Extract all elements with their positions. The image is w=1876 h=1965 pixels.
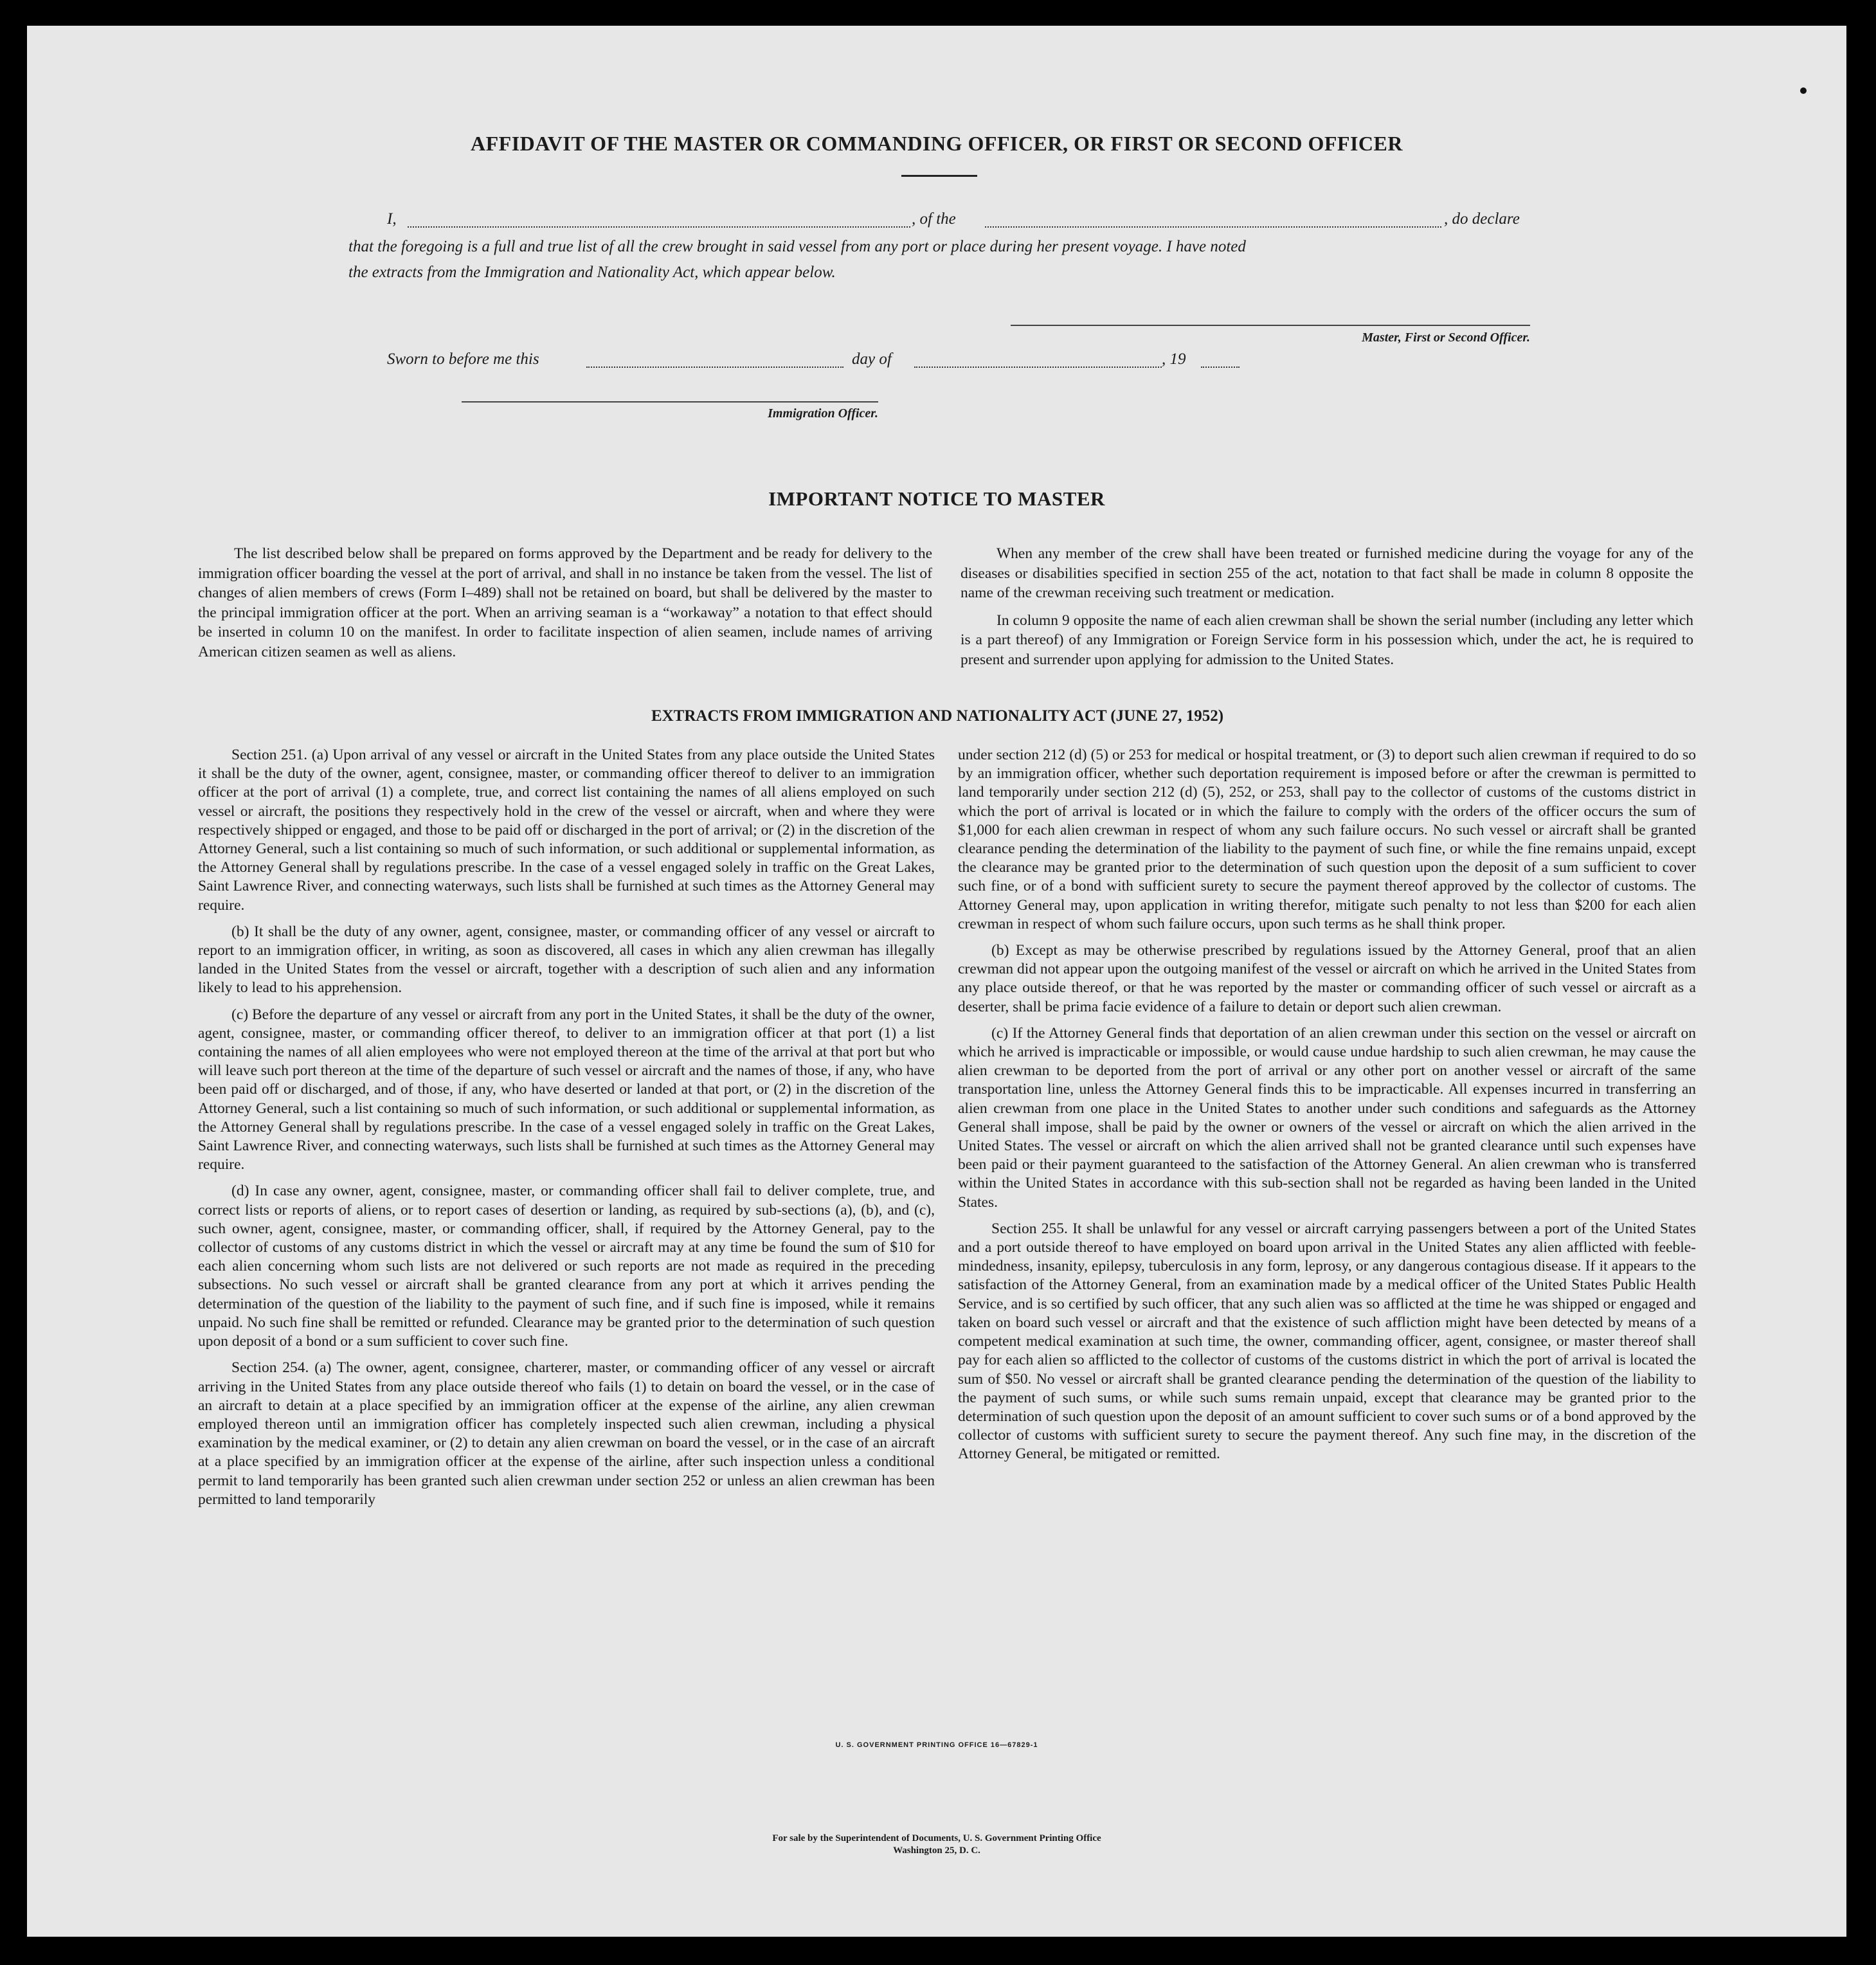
- declare-end-label: , do declare: [1444, 210, 1520, 228]
- section-251-b: (b) It shall be the duty of any owner, agent, consignee, master, or commanding officer of any vessel or aircraft to report to an immigration officer, in writing, as soon as discovered, all cases in which any alien crewman has illegally landed in the United States from the vessel or aircraft, together with a description of such alien and any information likely to lead to his apprehension.: [198, 923, 935, 997]
- title-rule: [901, 175, 977, 177]
- notice-left-column: [198, 544, 932, 662]
- section-254-b: (b) Except as may be otherwise prescribed by regulations issued by the Attorney General, proof that an alien crewman did not appear upon the outgoing manifest of the vessel or aircraft on which he arrived in the United States from any place outside thereof, or that he was reported by the master or commanding officer of such vessel or aircraft as a deserter, shall be prima facie evidence of a failure to detain or deport such alien crewman.: [958, 942, 1696, 1015]
- form-sheet: [27, 26, 1846, 1937]
- sworn-label: Sworn to before me this: [387, 350, 539, 368]
- officer-signature-label: Immigration Officer.: [768, 406, 878, 421]
- master-signature-line[interactable]: [1011, 325, 1530, 326]
- sale-line-2: Washington 25, D. C.: [893, 1845, 980, 1856]
- day-of-label: day of: [852, 350, 892, 368]
- master-signature-label: Master, First or Second Officer.: [1362, 331, 1530, 345]
- affidavit-title: AFFIDAVIT OF THE MASTER OR COMMANDING OFFICER, OR FIRST OR SECOND OFFICER: [471, 132, 1403, 155]
- section-251-c: (c) Before the departure of any vessel or aircraft from any port in the United States, it shall be the duty of the owner, agent, consignee, master, or commanding officer thereof, to deliver to an immigration officer at that port (1) a list containing the names of all alien employees who were not employed thereon at the time of the arrival at that port but who will leave such port thereon at the time of the departure of such vessel or aircraft and the names of those, if any, who have been paid off or discharged, and of those, if any, who have deserted or landed at that port, or (2) in the discretion of the Attorney General, such a list containing so much of such information, or such additional or supplemental information, as the Attorney General shall by regulations prescribe. In the case of a vessel engaged solely in traffic on the Great Lakes, Saint Lawrence River, and connecting waterways, such lists shall be furnished at such times as the Attorney General may require.: [198, 1006, 935, 1173]
- sworn-month-line[interactable]: [914, 367, 1162, 368]
- vessel-name-line[interactable]: [985, 226, 1441, 228]
- printing-office-line: U. S. GOVERNMENT PRINTING OFFICE 16—67829-1: [835, 1741, 1038, 1749]
- notice-left-paragraph: The list described below shall be prepared on forms approved by the Department and be ready for delivery to the immigration officer boarding the vessel at the port of arrival, and shall in no instance be taken from the vessel. The list of changes of alien members of crews (Form I–489) shall not be retained on board, but shall be delivered by the master to the principal immigration officer at the port. When an arriving seaman is a “workaway” a notation to that effect should be inserted in column 10 on the manifest. In order to facilitate inspection of alien seamen, include names of arriving American citizen seamen as well as aliens.: [198, 545, 932, 660]
- section-254-a-continued: under section 212 (d) (5) or 253 for medical or hospital treatment, or (3) to deport such alien crewman if required to do so by an immigration officer, whether such deportation requirement is imposed before or after the crewman is permitted to land temporarily under section 212 (d) (5), 252, or 253, shall pay to the collector of customs of the customs district in which the port of arrival is located or in which the failure to comply with the orders of the officer occurs the sum of $1,000 for each alien crewman in respect of whom any such failure occurs. No such vessel or aircraft shall be granted clearance pending the determination of the liability to the payment of such fine, or while the fine remains unpaid, except the clearance may be granted prior to the determination of such question upon the deposit of a sum sufficient to cover such fine, or of a bond with sufficient surety to secure the payment thereof approved by the collector of customs. The Attorney General may, upon application in writing therefor, mitigate such penalty to not less than $200 for each alien crewman in respect of whom such failure occurs, upon such terms as he shall think proper.: [958, 747, 1696, 932]
- officer-signature-line[interactable]: [462, 401, 878, 403]
- sale-notice: [220, 1833, 1654, 1857]
- notice-title: IMPORTANT NOTICE TO MASTER: [768, 487, 1105, 510]
- section-251-a: Section 251. (a) Upon arrival of any vessel or aircraft in the United States from any place outside the United States it shall be the duty of the owner, agent, consignee, master, or commanding officer thereof to deliver to an immigration officer at the port of arrival (1) a complete, true, and correct list containing the names of all aliens employed on such vessel or aircraft, the positions they respectively hold in the crew of the vessel or aircraft, when and where they were respectively shipped or engaged, and those to be paid off or discharged in the port of arrival; or (2) in the discretion of the Attorney General, such a list containing so much of such information, or such additional or supplemental information, as the Attorney General shall by regulations prescribe. In the case of a vessel engaged solely in traffic on the Great Lakes, Saint Lawrence River, and connecting waterways, such lists shall be furnished at such times as the Attorney General may require.: [198, 747, 935, 914]
- declare-i-label: I,: [387, 210, 397, 228]
- extracts-title: EXTRACTS FROM IMMIGRATION AND NATIONALITY ACT (JUNE 27, 1952): [651, 707, 1224, 725]
- section-255: Section 255. It shall be unlawful for any vessel or aircraft carrying passengers between a port of the United States and a port outside thereof to have employed on board upon arrival in the United States any alien afflicted with feeble-mindedness, insanity, epilepsy, tuberculosis in any form, leprosy, or any dangerous contagious disease. If it appears to the satisfaction of the Attorney General, from an examination made by a medical officer of the United States Public Health Service, and is so certified by such officer, that any such alien was so afflicted at the time he was shipped or engaged and taken on board such vessel or aircraft and that the existence of such affliction might have been detected by means of a competent medical examination at such time, the owner, commanding officer, agent, consignee, or master thereof shall pay for each alien so afflicted to the collector of customs of the customs district in which the port of arrival is located the sum of $50. No vessel or aircraft shall be granted clearance pending the determination of the question of the liability to the payment of such sums, or while such sums remain unpaid, except that clearance may be granted prior to the determination of such question upon the deposit of an amount sufficient to cover such sums or of a bond approved by the collector of customs with sufficient surety to secure the payment thereof. Any such fine may, in the discretion of the Attorney General, be mitigated or remitted.: [958, 1220, 1696, 1463]
- notice-right-paragraph-2: In column 9 opposite the name of each alien crewman shall be shown the serial number (including any letter which is a part thereof) of any Immigration or Foreign Service form in his possession which, under the act, he is required to present and surrender upon applying for admission to the United States.: [961, 611, 1693, 668]
- sale-line-1: For sale by the Superintendent of Documents, U. S. Government Printing Office: [772, 1833, 1101, 1843]
- year-prefix-label: , 19: [1162, 350, 1186, 368]
- declarant-name-line[interactable]: [408, 226, 910, 228]
- extracts-right-column: [958, 746, 1696, 1472]
- notice-right-paragraph-1: When any member of the crew shall have been treated or furnished medicine during the voyage for any of the diseases or disabilities specified in section 255 of the act, notation to that fact shall be made in column 8 opposite the name of the crewman receiving such treatment or medication.: [961, 545, 1693, 601]
- scan-mark: [1800, 87, 1807, 94]
- extracts-left-column: [198, 746, 935, 1517]
- section-251-d: (d) In case any owner, agent, consignee, master, or commanding officer shall fail to deliver complete, true, and correct lists or reports of aliens, or to report cases of desertion or landing, as required by sub-sections (a), (b), and (c), such owner, agent, consignee, master, or commanding officer, shall, if required by the Attorney General, pay to the collector of customs of any customs district in which the vessel or aircraft may at any time be found the sum of $10 for each alien concerning whom such lists are not delivered or such reports are not made as required in the preceding subsections. No such vessel or aircraft shall be granted clearance from any port at which it arrives pending the determination of the question of the liability to the payment of such fine, and if such fine is imposed, while it remains unpaid. No such fine shall be remitted or refunded. Clearance may be granted prior to the determination of such question upon deposit of a bond or a sum sufficient to cover such fine.: [198, 1182, 935, 1350]
- declaration-line-2: the extracts from the Immigration and Nationality Act, which appear below.: [348, 264, 836, 281]
- section-254-a: Section 254. (a) The owner, agent, consignee, charterer, master, or commanding officer of any vessel or aircraft arriving in the United States from any place outside thereof who fails (1) to detain on board the vessel, or in the case of an aircraft to detain at a place specified by an immigration officer at the expense of the airline, any alien crewman employed thereon until an immigration officer has completely inspected such alien crewman, including a physical examination by the medical examiner, or (2) to detain any alien crewman on board the vessel, or in the case of an aircraft at a place specified by an immigration officer at the expense of the airline, after such inspection unless a conditional permit to land temporarily has been granted such alien crewman under section 252 or unless an alien crewman has been permitted to land temporarily: [198, 1359, 935, 1508]
- section-254-c: (c) If the Attorney General finds that deportation of an alien crewman under this section on the vessel or aircraft on which he arrived is impracticable or impossible, or would cause undue hardship to such alien crewman, he may cause the alien crewman to be deported from the port of arrival or any other port on another vessel or aircraft of the same transportation line, unless the Attorney General finds this to be impracticable. All expenses incurred in transferring an alien crewman from one place in the United States to another under such conditions and safeguards as the Attorney General shall impose, shall be paid by the owner or owners of the vessel or aircraft on which the alien arrived in the United States. The vessel or aircraft on which the alien arrived shall not be granted clearance until such expenses have been paid or their payment guaranteed to the satisfaction of the Attorney General. An alien crewman who is transferred within the United States in accordance with this sub-section shall not be regarded as having been landed in the United States.: [958, 1024, 1696, 1211]
- sworn-day-line[interactable]: [586, 367, 843, 368]
- declaration-line-1: that the foregoing is a full and true list of all the crew brought in said vessel from any port or place during her present voyage. I have noted: [348, 238, 1246, 255]
- notice-right-column: [961, 544, 1693, 669]
- declare-of-the-label: , of the: [912, 210, 956, 228]
- sworn-year-line[interactable]: [1201, 367, 1240, 368]
